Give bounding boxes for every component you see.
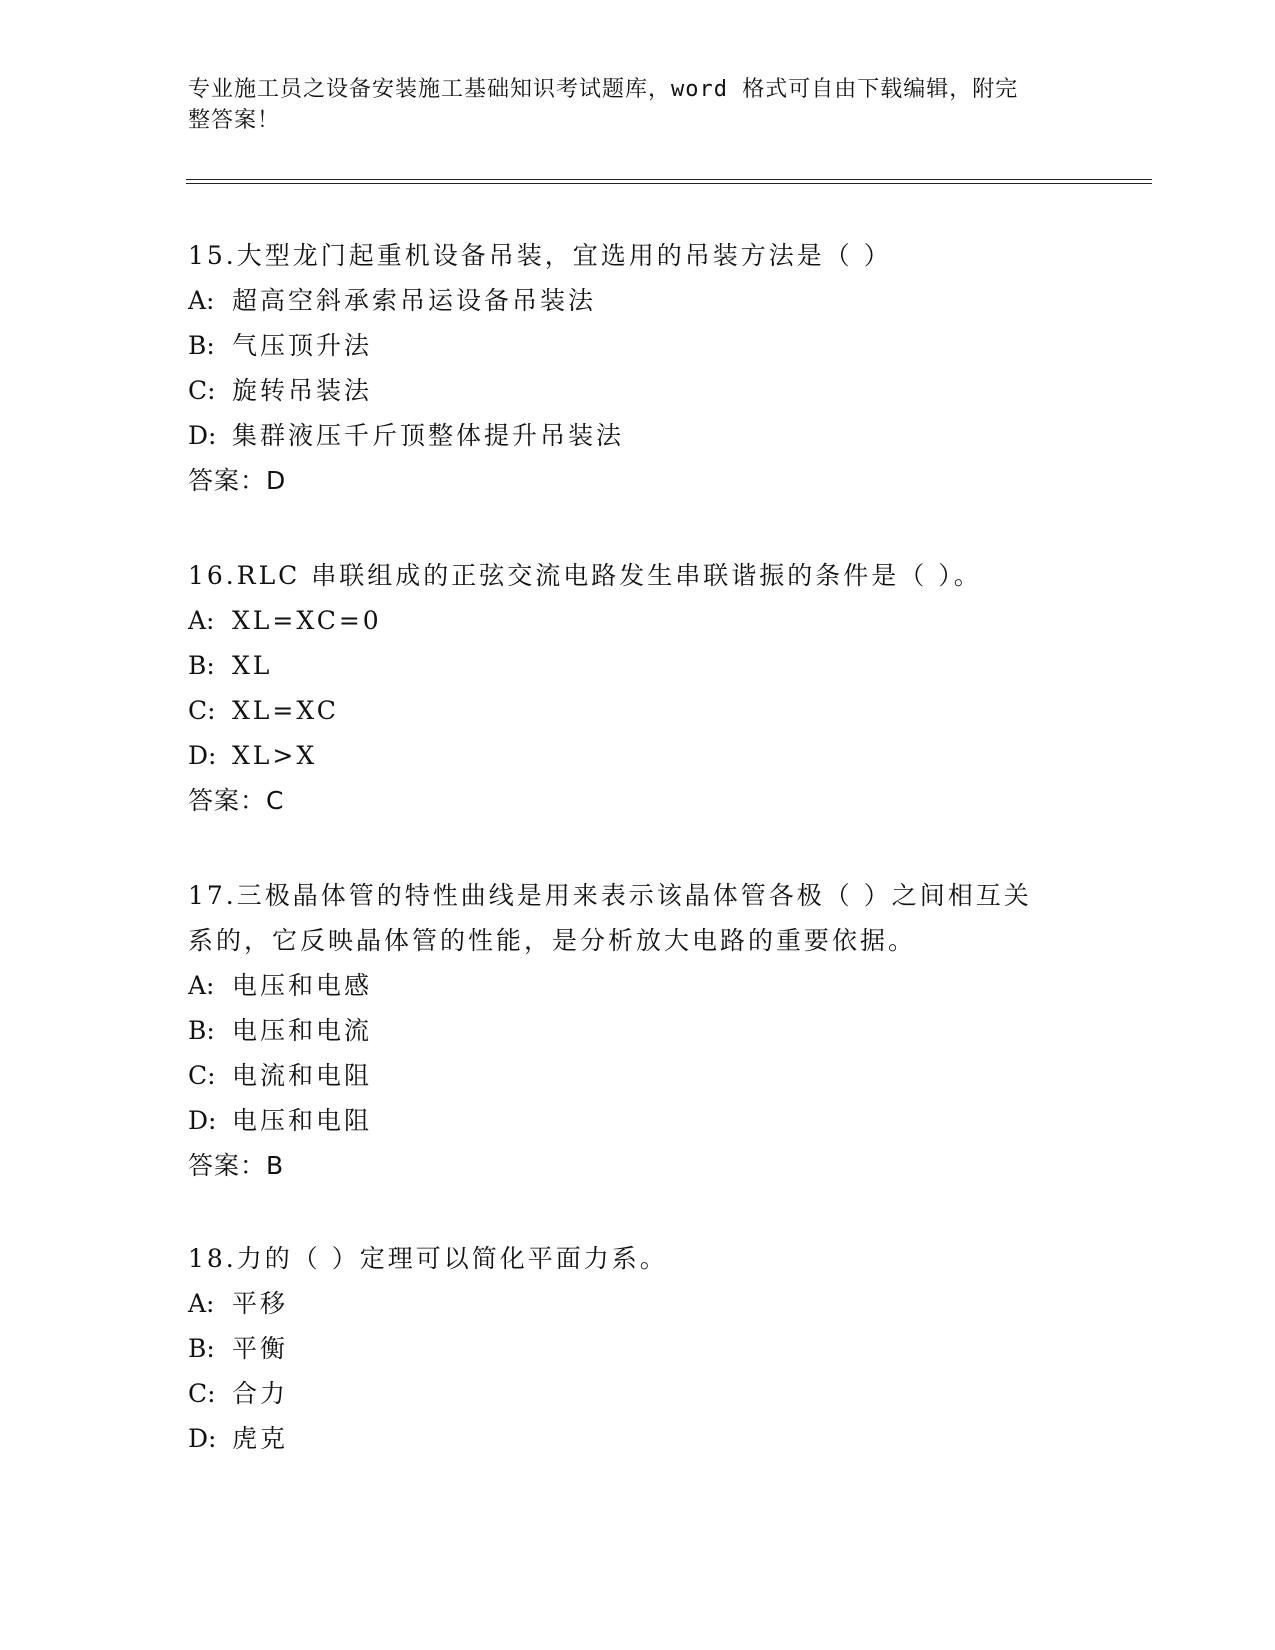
option-c	[188, 368, 1088, 413]
answer: 答案：C	[188, 786, 285, 815]
question-stem-line-1: 17.三极晶体管的特性曲线是用来表示该晶体管各极（ ）之间相互关	[188, 881, 1032, 910]
option-text: 合力	[232, 1379, 289, 1408]
question-stem-line-2: 系的，它反映晶体管的性能，是分析放大电路的重要依据。	[188, 926, 917, 955]
option-text: 气压顶升法	[232, 331, 373, 360]
answer: 答案：D	[188, 466, 287, 495]
option-label: C:	[188, 376, 216, 405]
option-label: B:	[188, 1334, 215, 1363]
question-stem: 16.RLC 串联组成的正弦交流电路发生串联谐振的条件是（ ）。	[188, 561, 982, 590]
option-b	[188, 1326, 1088, 1371]
option-label: A:	[188, 971, 215, 1000]
option-label: A:	[188, 606, 215, 635]
option-b	[188, 1008, 1088, 1053]
option-label: B:	[188, 331, 215, 360]
option-label: D:	[188, 1424, 217, 1453]
answer: 答案：B	[188, 1151, 285, 1180]
option-a	[188, 598, 1088, 643]
question-stem: 18.力的（ ）定理可以简化平面力系。	[188, 1244, 668, 1273]
header-divider-bottom	[186, 183, 1152, 184]
option-label: B:	[188, 651, 215, 680]
option-b	[188, 643, 1088, 688]
question-15	[188, 233, 1088, 503]
option-a	[188, 1281, 1088, 1326]
option-label: B:	[188, 1016, 215, 1045]
option-a	[188, 963, 1088, 1008]
option-label: A:	[188, 1289, 215, 1318]
option-c	[188, 1371, 1088, 1416]
option-text: 超高空斜承索吊运设备吊装法	[232, 286, 597, 315]
option-text: XL=XC	[232, 696, 339, 725]
option-text: XL>X	[232, 741, 318, 770]
document-header	[188, 74, 1068, 136]
header-divider-top	[186, 179, 1152, 180]
option-label: C:	[188, 1061, 216, 1090]
option-c	[188, 688, 1088, 733]
header-line-1: 专业施工员之设备安装施工基础知识考试题库，word 格式可自由下载编辑，附完	[188, 77, 1019, 102]
option-text: 平移	[232, 1289, 289, 1318]
option-label: D:	[188, 421, 217, 450]
option-c	[188, 1053, 1088, 1098]
option-text: 旋转吊装法	[232, 376, 373, 405]
option-text: 电压和电流	[232, 1016, 373, 1045]
header-line-2: 整答案！	[188, 108, 281, 133]
option-text: XL=XC=0	[232, 606, 382, 635]
question-18	[188, 1236, 1088, 1461]
option-label: C:	[188, 696, 216, 725]
option-label: A:	[188, 286, 215, 315]
option-d	[188, 413, 1088, 458]
option-d	[188, 733, 1088, 778]
option-text: 集群液压千斤顶整体提升吊装法	[232, 421, 625, 450]
option-text: 电流和电阻	[232, 1061, 373, 1090]
question-stem: 15.大型龙门起重机设备吊装，宜选用的吊装方法是（ ）	[188, 241, 892, 270]
option-d	[188, 1098, 1088, 1143]
option-label: D:	[188, 741, 217, 770]
option-text: 电压和电阻	[232, 1106, 373, 1135]
option-label: C:	[188, 1379, 216, 1408]
option-b	[188, 323, 1088, 368]
option-text: XL	[232, 651, 273, 680]
option-label: D:	[188, 1106, 217, 1135]
question-16	[188, 553, 1088, 823]
option-d	[188, 1416, 1088, 1461]
option-text: 虎克	[232, 1424, 289, 1453]
option-text: 电压和电感	[232, 971, 373, 1000]
question-17	[188, 873, 1088, 1188]
option-a	[188, 278, 1088, 323]
option-text: 平衡	[232, 1334, 289, 1363]
